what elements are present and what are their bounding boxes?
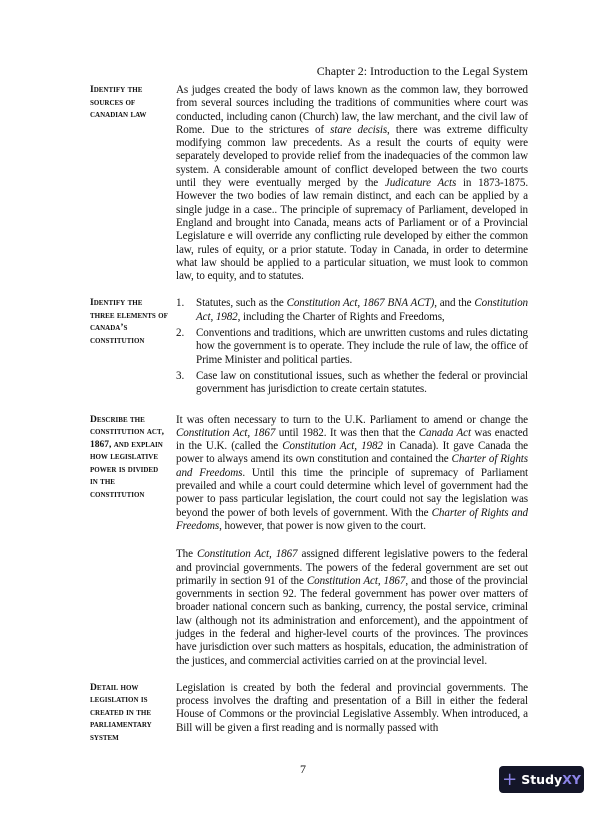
text-run: , and the bbox=[434, 297, 475, 310]
badge-prefix: Study bbox=[521, 772, 563, 788]
page-footer bbox=[90, 758, 581, 798]
plus-icon: + bbox=[502, 768, 518, 790]
text-run: It was often necessary to turn to the U.K. Parliament to amend or change the bbox=[176, 413, 528, 426]
text-run: As judges created the body of laws known as the common law, they borrowed from several sources including the traditions of communities where court was conducted, including canon (Church) law, the law merchant, and the civil law of Rome. Due to the strictures of bbox=[176, 84, 528, 136]
section-constitution-elements bbox=[90, 297, 528, 399]
page-number: 7 bbox=[300, 762, 306, 777]
text-run: assigned different legislative powers to the federal and provincial governments. The powers of the federal government are set out primarily in section 91 of the bbox=[176, 548, 528, 587]
italic-text: Constitution Act, 1867 bbox=[197, 548, 298, 561]
text-run: Legislation is created by both the federal and provincial governments. The process involves the drafting and presentation of a Bill in either the federal House of Commons or the provincial Legislative Assembly. When introduced, a Bill will be given a first reading and is normally passed with bbox=[176, 681, 528, 734]
margin-label: Detail how legislation is created in the parliamentary system bbox=[90, 682, 152, 743]
badge-suffix: XY bbox=[562, 772, 581, 788]
paragraph bbox=[176, 84, 528, 283]
italic-text: Constitution Act, 1867 BNA ACT) bbox=[286, 297, 435, 310]
text-run: in Canada). It gave Canada the power to always amend its own constitution and contained the bbox=[176, 440, 528, 466]
list-item bbox=[176, 297, 528, 324]
text-run: , there was extreme difficulty modifying common law precedents. As a result the courts of equity were separately developed to provide relief from the inadequacies of the common law system. A considerable amount of conflict developed between the two courts until they were eventually merged by the bbox=[176, 123, 528, 190]
list-item bbox=[176, 327, 528, 367]
studyxy-badge[interactable] bbox=[499, 766, 584, 793]
italic-text: Canada Act bbox=[418, 426, 471, 439]
italic-text: stare decisis bbox=[330, 123, 388, 136]
text-run: Case law on constitutional issues, such as whether the federal or provincial government has jurisdiction to create certain statutes. bbox=[196, 369, 528, 396]
section-legislation-process bbox=[90, 682, 528, 745]
margin-label: Describe the constitution act, 1867, and explain how legislative power is divided in the constitution bbox=[90, 414, 164, 500]
section-body bbox=[176, 414, 528, 668]
list-number: 2. bbox=[176, 327, 185, 340]
text-run: until 1982. It was then that the bbox=[275, 426, 419, 439]
margin-label: Identify the three elements of canada’s constitution bbox=[90, 298, 168, 346]
section-body bbox=[176, 84, 528, 283]
italic-text: Constitution Act, 1867 bbox=[306, 574, 406, 587]
italic-text: Charter of Rights and Freedoms bbox=[176, 506, 528, 532]
list-number: 3. bbox=[176, 369, 185, 382]
section-constitution-act-1867 bbox=[90, 414, 528, 668]
numbered-list bbox=[176, 297, 528, 396]
text-run: The bbox=[176, 548, 197, 561]
paragraph bbox=[176, 548, 528, 668]
text-run: , however, that power is now given to the court. bbox=[219, 519, 426, 532]
text-run: , including the Charter of Rights and Freedoms, bbox=[237, 310, 445, 323]
text-run: in 1873-1875. However the two bodies of law remain distinct, and each can be applied by a single judge in a case.. The principle of supremacy of Parliament, developed in England and brought into Canada, means acts of Parliament or of a Provincial Legislature e will override any conflicting rule developed by either the common law, rules of equity, or a prior statute. Today in Canada, in order to determine what law should be applied to a particular situation, we must look to common law, to equity, and to statutes. bbox=[176, 177, 528, 283]
section-body bbox=[176, 682, 528, 735]
section-sources-of-law bbox=[90, 84, 528, 283]
section-body bbox=[176, 297, 528, 399]
running-header: Chapter 2: Introduction to the Legal System bbox=[316, 64, 528, 78]
list-item bbox=[176, 370, 528, 397]
text-run: . Until this time the principle of supremacy of Parliament prevailed and while a court could determine which level of government had the power to pass particular legislation, the court could not say the legislation was beyond the power of both levels of government. With the bbox=[176, 466, 528, 519]
list-number: 1. bbox=[176, 297, 185, 310]
italic-text: Constitution Act, 1982 bbox=[196, 297, 528, 323]
italic-text: Charter of Rights and Freedoms bbox=[176, 453, 528, 479]
text-run: , and those of the provincial governments in section 92. The federal government has power over matters of broader national concern such as banking, currency, the postal service, criminal law (although not its administration and enforcement), and the appointment of judges in the federal and higher-level courts of the provinces. The provinces have jurisdiction over such matters as hospitals, education, the administration of the justices, and commercial activities carried on at the provincial level. bbox=[176, 574, 528, 667]
paragraph bbox=[176, 414, 528, 534]
text-run: Conventions and traditions, which are unwritten customs and rules dictating how the government is to operate. They include the rule of law, the office of Prime Minister and political parties. bbox=[196, 327, 528, 366]
text-run: Statutes, such as the bbox=[196, 297, 287, 310]
text-run: was enacted in the U.K. (called the bbox=[176, 426, 528, 453]
italic-text: Constitution Act, 1982 bbox=[282, 440, 383, 453]
italic-text: Judicature Acts bbox=[384, 177, 457, 190]
italic-text: Constitution Act, 1867 bbox=[176, 426, 276, 439]
paragraph bbox=[176, 682, 528, 735]
margin-label: Identify the sources of canadian law bbox=[90, 85, 147, 120]
